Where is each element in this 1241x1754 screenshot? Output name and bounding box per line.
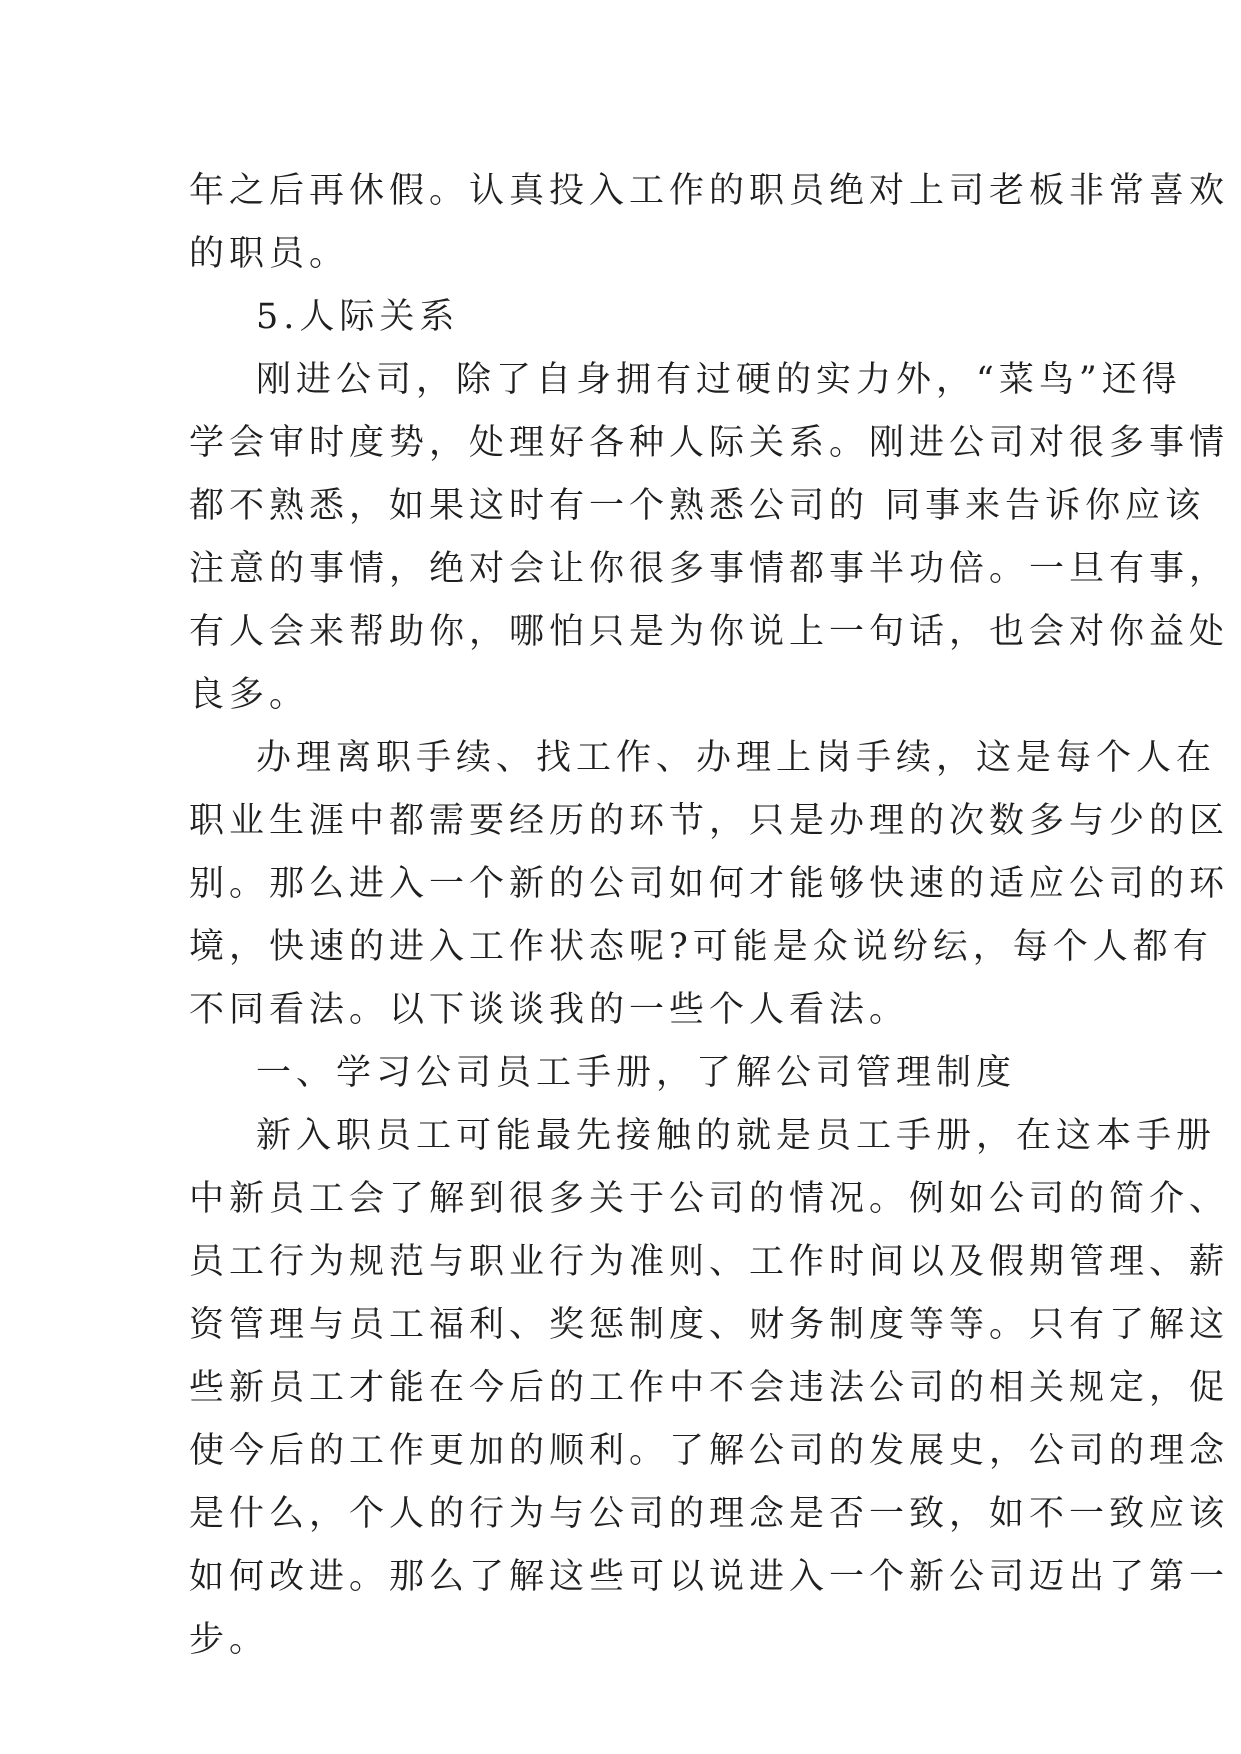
section-heading: 一、学习公司员工手册，了解公司管理制度 xyxy=(256,1053,1017,1093)
text-line: 些新员工才能在今后的工作中不会违法公司的相关规定，促 xyxy=(189,1368,1230,1408)
text-line: 资管理与员工福利、奖惩制度、财务制度等等。只有了解这 xyxy=(189,1305,1230,1345)
text-line: 都不熟悉，如果这时有一个熟悉公司的 同事来告诉你应该 xyxy=(189,486,1206,526)
text-line: 不同看法。以下谈谈我的一些个人看法。 xyxy=(189,990,910,1030)
text-line: 刚进公司，除了自身拥有过硬的实力外，“菜鸟”还得 xyxy=(256,360,1182,400)
text-line: 中新员工会了解到很多关于公司的情况。例如公司的简介、 xyxy=(189,1179,1230,1219)
text-line: 是什么，个人的行为与公司的理念是否一致，如不一致应该 xyxy=(189,1494,1230,1534)
text-line: 办理离职手续、找工作、办理上岗手续，这是每个人在 xyxy=(256,738,1217,778)
text-line: 如何改进。那么了解这些可以说进入一个新公司迈出了第一 xyxy=(189,1557,1230,1597)
document-body xyxy=(189,160,1230,1672)
text-line: 良多。 xyxy=(189,675,310,715)
text-line: 学会审时度势，处理好各种人际关系。刚进公司对很多事情 xyxy=(189,423,1230,463)
text-line: 别。那么进入一个新的公司如何才能够快速的适应公司的环 xyxy=(189,864,1230,904)
text-line: 年之后再休假。认真投入工作的职员绝对上司老板非常喜欢 xyxy=(189,171,1230,211)
text-line: 使今后的工作更加的顺利。了解公司的发展史，公司的理念 xyxy=(189,1431,1230,1471)
text-line: 员工行为规范与职业行为准则、工作时间以及假期管理、薪 xyxy=(189,1242,1230,1282)
text-line: 职业生涯中都需要经历的环节，只是办理的次数多与少的区 xyxy=(189,801,1230,841)
text-line: 新入职员工可能最先接触的就是员工手册，在这本手册 xyxy=(256,1116,1217,1156)
section-heading: 5.人际关系 xyxy=(256,297,460,337)
text-line: 境，快速的进入工作状态呢?可能是众说纷纭，每个人都有 xyxy=(189,927,1213,967)
text-line: 的职员。 xyxy=(189,234,350,274)
text-line: 有人会来帮助你，哪怕只是为你说上一句话，也会对你益处 xyxy=(189,612,1230,652)
text-line: 步。 xyxy=(189,1620,270,1660)
text-line: 注意的事情，绝对会让你很多事情都事半功倍。一旦有事， xyxy=(189,549,1230,589)
